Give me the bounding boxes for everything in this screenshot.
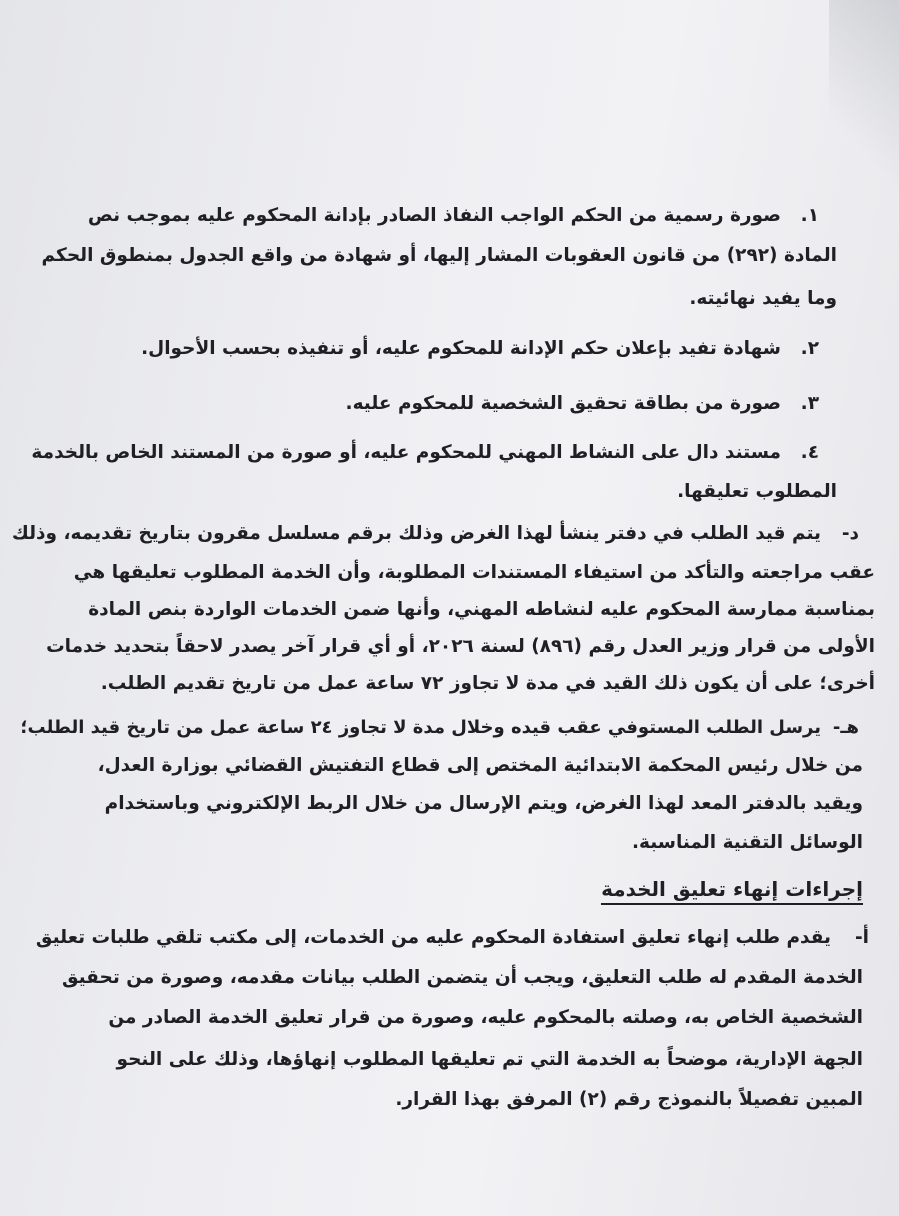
- paragraph-h-line-1: هـ-يرسل الطلب المستوفي عقب قيده وخلال مدة لا تجاوز ٢٤ ساعة عمل من تاريخ قيد الطلب؛: [20, 717, 859, 738]
- item-marker: ٤.: [800, 442, 819, 463]
- item-3-line-1: ٣.صورة من بطاقة تحقيق الشخصية للمحكوم عليه.: [345, 393, 819, 414]
- paragraph-h-line-2: من خلال رئيس المحكمة الابتدائية المختص إلى قطاع التفتيش القضائي بوزارة العدل،: [97, 755, 863, 776]
- section-heading: إجراءات إنهاء تعليق الخدمة: [601, 877, 863, 905]
- paragraph-d-line-2: عقب مراجعته والتأكد من استيفاء المستندات المطلوبة، وأن الخدمة المطلوب تعليقها هي: [73, 562, 875, 583]
- paragraph-marker: د-: [841, 523, 859, 544]
- paragraph-a-line-1: أ-يقدم طلب إنهاء تعليق استفادة المحكوم عليه من الخدمات، إلى مكتب تلقي طلبات تعليق: [35, 927, 869, 948]
- paragraph-a-line-4: الجهة الإدارية، موضحاً به الخدمة التي تم تعليقها المطلوب إنهاؤها، وذلك على النحو: [116, 1049, 863, 1070]
- item-2-line-1: ٢.شهادة تفيد بإعلان حكم الإدانة للمحكوم عليه، أو تنفيذه بحسب الأحوال.: [141, 338, 819, 359]
- paragraph-h-line-4: الوسائل التقنية المناسبة.: [631, 832, 863, 853]
- paragraph-d-line-4: الأولى من قرار وزير العدل رقم (٨٩٦) لسنة ٢٠٢٦، أو أي قرار آخر يصدر لاحقاً بتحديد خدمات: [46, 636, 875, 657]
- item-marker: ٢.: [800, 338, 819, 359]
- paragraph-a-line-5: المبين تفصيلاً بالنموذج رقم (٢) المرفق بهذا القرار.: [395, 1089, 863, 1110]
- page-fold-shadow: [829, 0, 899, 200]
- item-marker: ١.: [800, 205, 819, 226]
- item-4-line-2: المطلوب تعليقها.: [677, 481, 837, 502]
- item-1-line-1: ١.صورة رسمية من الحكم الواجب النفاذ الصادر بإدانة المحكوم عليه بموجب نص: [87, 205, 819, 226]
- item-marker: ٣.: [800, 393, 819, 414]
- paragraph-d-line-5: أخرى؛ على أن يكون ذلك القيد في مدة لا تجاوز ٧٢ ساعة عمل من تاريخ تقديم الطلب.: [100, 673, 875, 694]
- paragraph-h-line-3: ويقيد بالدفتر المعد لهذا الغرض، ويتم الإرسال من خلال الربط الإلكتروني وباستخدام: [104, 793, 863, 814]
- paragraph-a-line-2: الخدمة المقدم له طلب التعليق، ويجب أن يتضمن الطلب بيانات مقدمه، وصورة من تحقيق: [61, 967, 863, 988]
- item-1-line-2: المادة (٢٩٢) من قانون العقوبات المشار إليها، أو شهادة من واقع الجدول بمنطوق الحكم: [41, 245, 837, 266]
- paragraph-marker: هـ-: [832, 717, 859, 738]
- paragraph-a-line-3: الشخصية الخاص به، وصلته بالمحكوم عليه، وصورة من قرار تعليق الخدمة الصادر من: [108, 1007, 863, 1028]
- paragraph-marker: أ-: [854, 927, 869, 948]
- paragraph-d-line-3: بمناسبة ممارسة المحكوم عليه لنشاطه المهني، وأنها ضمن الخدمات الواردة بنص المادة: [88, 599, 875, 620]
- paragraph-d-line-1: د-يتم قيد الطلب في دفتر ينشأ لهذا الغرض وذلك برقم مسلسل مقرون بتاريخ تقديمه، وذلك: [11, 523, 859, 544]
- item-1-line-3: وما يفيد نهائيته.: [689, 288, 837, 309]
- item-4-line-1: ٤.مستند دال على النشاط المهني للمحكوم عليه، أو صورة من المستند الخاص بالخدمة: [31, 442, 819, 463]
